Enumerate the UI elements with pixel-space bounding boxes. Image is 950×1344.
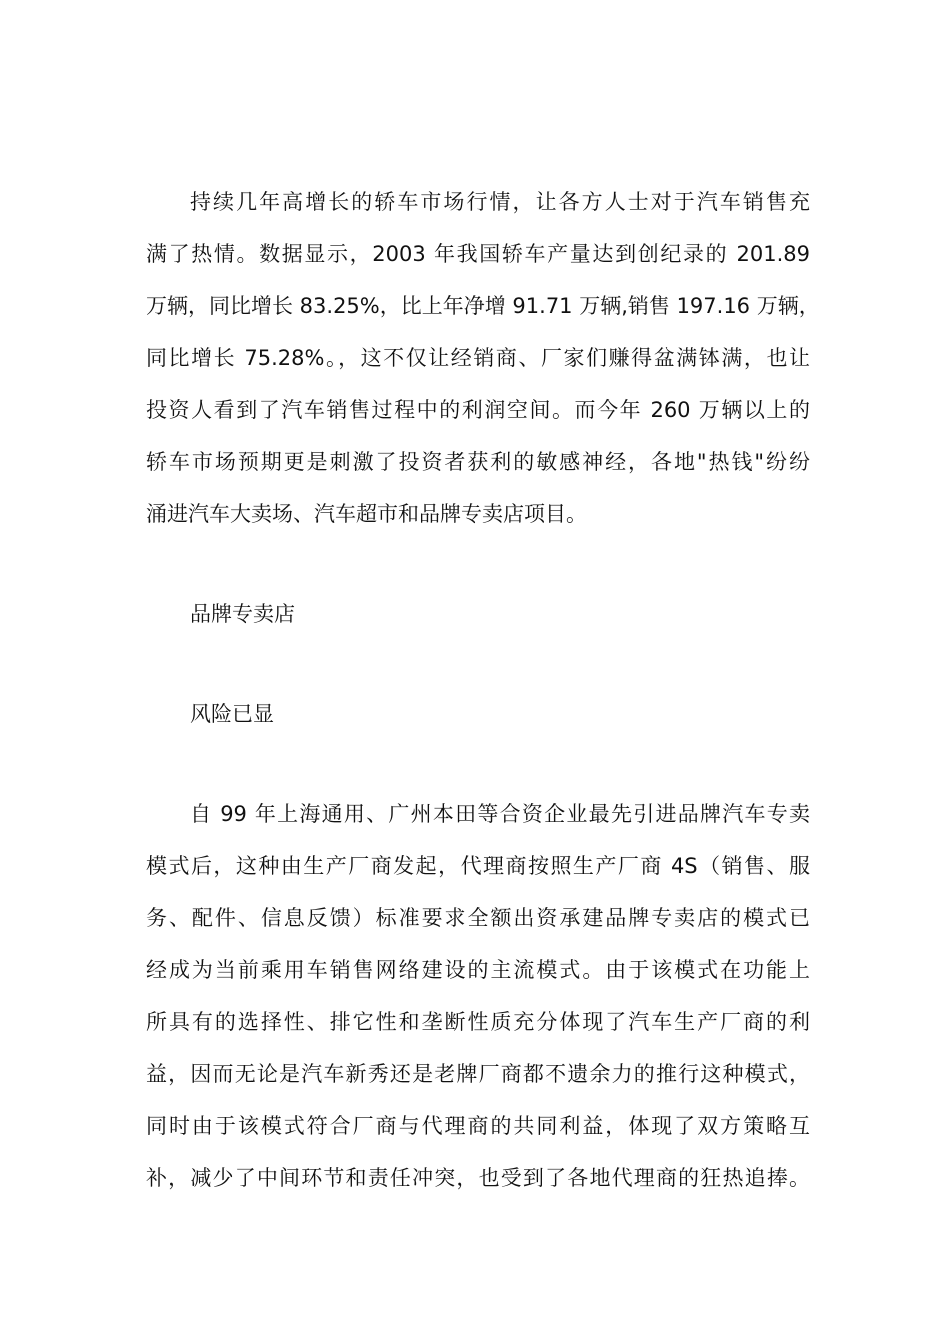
paragraph-line: 益，因而无论是汽车新秀还是老牌厂商都不遗余力的推行这种模式，: [146, 1062, 810, 1086]
paragraph-line: 同比增长 75.28%。，这不仅让经销商、厂家们赚得盆满钵满，也让: [146, 346, 810, 370]
paragraph-line: 轿车市场预期更是刺激了投资者获利的敏感神经，各地"热钱"纷纷: [146, 450, 810, 474]
paragraph-gap: [146, 540, 810, 588]
document-body: [146, 176, 820, 1204]
paragraph-line: 补，减少了中间环节和责任冲突，也受到了各地代理商的狂热追捧。: [146, 1166, 810, 1190]
paragraph-line: 涌进汽车大卖场、汽车超市和品牌专卖店项目。: [146, 502, 587, 526]
section-heading-risk: 风险已显: [190, 702, 274, 726]
paragraph-line: 模式后，这种由生产厂商发起，代理商按照生产厂商 4S（销售、服: [146, 854, 810, 878]
paragraph-line: 自 99 年上海通用、广州本田等合资企业最先引进品牌汽车专卖: [190, 802, 810, 826]
paragraph-gap: [146, 640, 810, 688]
paragraph-gap: [146, 740, 810, 788]
paragraph-line: 同时由于该模式符合厂商与代理商的共同利益，体现了双方策略互: [146, 1114, 810, 1138]
section-heading-brand-store: 品牌专卖店: [190, 602, 295, 626]
paragraph-line: 万辆，同比增长 83.25%，比上年净增 91.71 万辆,销售 197.16 万辆，: [146, 294, 820, 318]
paragraph-line: 持续几年高增长的轿车市场行情，让各方人士对于汽车销售充: [190, 190, 810, 214]
paragraph-line: 所具有的选择性、排它性和垄断性质充分体现了汽车生产厂商的利: [146, 1010, 810, 1034]
paragraph-line: 务、配件、信息反馈）标准要求全额出资承建品牌专卖店的模式已: [146, 906, 810, 930]
paragraph-line: 投资人看到了汽车销售过程中的利润空间。而今年 260 万辆以上的: [146, 398, 810, 422]
paragraph-market-overview: [146, 176, 820, 540]
paragraph-brand-store-model: [146, 788, 810, 1204]
paragraph-line: 经成为当前乘用车销售网络建设的主流模式。由于该模式在功能上: [146, 958, 810, 982]
paragraph-line: 满了热情。数据显示，2003 年我国轿车产量达到创纪录的 201.89: [146, 242, 810, 266]
